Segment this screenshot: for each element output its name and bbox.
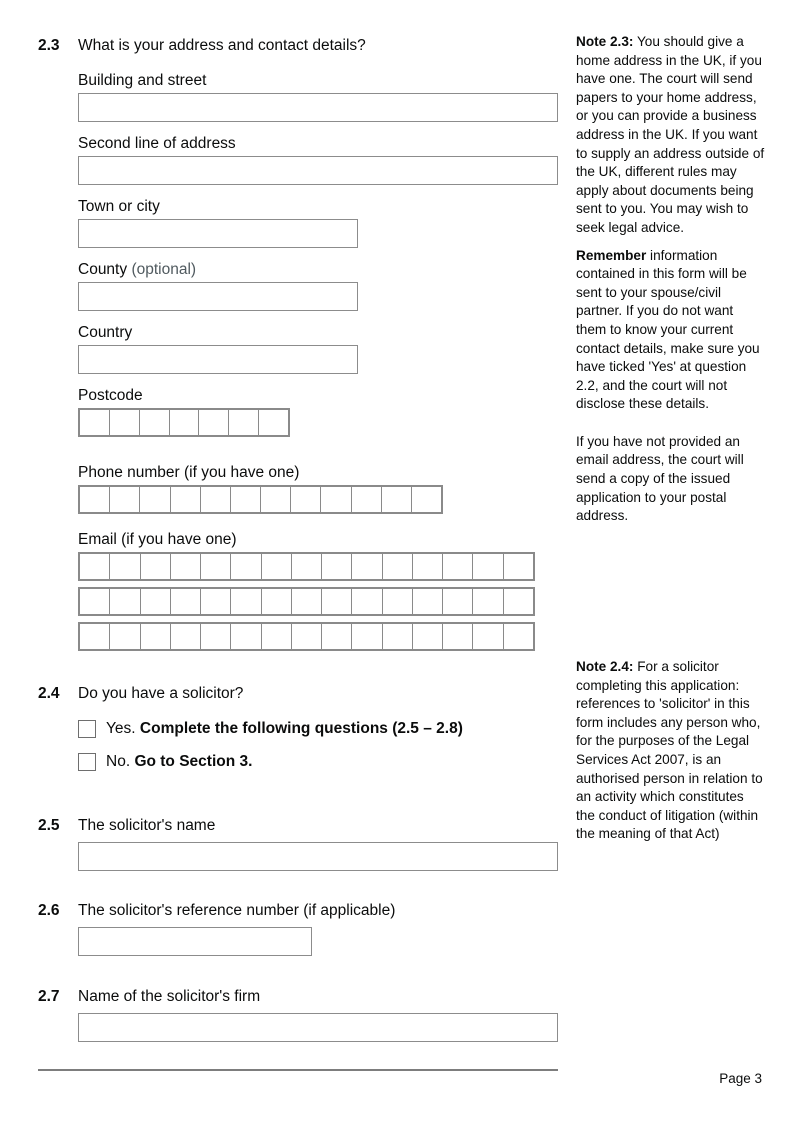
question-2-7-text: Name of the solicitor's firm xyxy=(78,988,261,1005)
char-cell[interactable] xyxy=(352,487,382,512)
email-label: Email (if you have one) xyxy=(78,531,237,548)
question-2-7-number: 2.7 xyxy=(38,988,60,1005)
char-cell[interactable] xyxy=(80,624,110,649)
town-city-label: Town or city xyxy=(78,198,160,215)
question-2-4-content xyxy=(78,684,558,771)
char-cell[interactable] xyxy=(231,624,261,649)
yes-option-plain: Yes. xyxy=(106,720,136,737)
solicitor-reference-input[interactable] xyxy=(78,927,312,956)
char-cell[interactable] xyxy=(199,410,229,435)
question-2-6-number: 2.6 xyxy=(38,902,60,919)
char-cell[interactable] xyxy=(504,589,533,614)
char-cell[interactable] xyxy=(443,624,473,649)
char-cell[interactable] xyxy=(110,624,140,649)
question-2-5-text: The solicitor's name xyxy=(78,817,216,834)
char-cell[interactable] xyxy=(201,589,231,614)
question-2-4-text: Do you have a solicitor? xyxy=(78,685,244,702)
solicitor-no-option[interactable] xyxy=(78,752,558,771)
postcode-label: Postcode xyxy=(78,387,143,404)
char-cell[interactable] xyxy=(141,554,171,579)
note-remember xyxy=(576,247,766,414)
notes-column xyxy=(576,33,766,535)
char-cell[interactable] xyxy=(473,624,503,649)
solicitor-firm-input[interactable] xyxy=(78,1013,558,1042)
char-cell[interactable] xyxy=(231,589,261,614)
char-cell[interactable] xyxy=(443,589,473,614)
yes-option-label xyxy=(106,719,463,738)
char-cell[interactable] xyxy=(382,487,412,512)
footer-rule xyxy=(38,1069,558,1071)
char-cell[interactable] xyxy=(292,554,322,579)
no-checkbox[interactable] xyxy=(78,753,96,771)
char-cell[interactable] xyxy=(170,410,200,435)
char-cell[interactable] xyxy=(504,554,533,579)
note-remember-lead: Remember xyxy=(576,247,647,263)
char-cell[interactable] xyxy=(292,624,322,649)
building-street-input[interactable] xyxy=(78,93,558,122)
solicitor-yes-option[interactable] xyxy=(78,719,558,738)
county-optional-hint: (optional) xyxy=(131,261,197,278)
note-2-4-column xyxy=(576,658,766,853)
country-label: Country xyxy=(78,324,133,341)
question-2-4-number: 2.4 xyxy=(38,685,60,702)
phone-input[interactable] xyxy=(78,485,443,514)
char-cell[interactable] xyxy=(321,487,351,512)
char-cell[interactable] xyxy=(231,554,261,579)
char-cell[interactable] xyxy=(201,554,231,579)
solicitor-name-input[interactable] xyxy=(78,842,558,871)
char-cell[interactable] xyxy=(412,487,441,512)
question-2-3-text: What is your address and contact details? xyxy=(78,37,366,54)
char-cell[interactable] xyxy=(259,410,288,435)
char-cell[interactable] xyxy=(322,624,352,649)
note-remember-body: information contained in this form will be sent to your spouse/civil partner. If you do not want them to know your current contact details, make sure you have ticked 'Yes' at question 2.2, and the court will not disclose these details. xyxy=(576,247,760,412)
page-number: Page 3 xyxy=(719,1071,762,1086)
no-option-label xyxy=(106,752,252,771)
char-cell[interactable] xyxy=(504,624,533,649)
question-2-6 xyxy=(38,901,558,956)
char-cell[interactable] xyxy=(141,589,171,614)
question-2-5-number: 2.5 xyxy=(38,817,60,834)
char-cell[interactable] xyxy=(413,624,443,649)
question-2-4 xyxy=(38,684,558,771)
note-email xyxy=(576,433,766,526)
char-cell[interactable] xyxy=(261,487,291,512)
char-cell[interactable] xyxy=(171,487,201,512)
county-input[interactable] xyxy=(78,282,358,311)
phone-label: Phone number (if you have one) xyxy=(78,464,300,481)
char-cell[interactable] xyxy=(171,624,201,649)
char-cell[interactable] xyxy=(473,589,503,614)
char-cell[interactable] xyxy=(473,554,503,579)
char-cell[interactable] xyxy=(140,487,170,512)
char-cell[interactable] xyxy=(171,589,201,614)
yes-option-bold: Complete the following questions (2.5 – 2.8) xyxy=(139,720,463,737)
char-cell[interactable] xyxy=(383,624,413,649)
town-city-input[interactable] xyxy=(78,219,358,248)
note-2-4-lead: Note 2.4: xyxy=(576,659,634,674)
char-cell[interactable] xyxy=(443,554,473,579)
question-2-6-content xyxy=(78,901,558,956)
question-2-3-content xyxy=(78,36,558,651)
char-cell[interactable] xyxy=(352,624,382,649)
second-line-label: Second line of address xyxy=(78,135,236,152)
char-cell[interactable] xyxy=(140,410,170,435)
char-cell[interactable] xyxy=(291,487,321,512)
char-cell[interactable] xyxy=(110,487,140,512)
email-input-row-1[interactable] xyxy=(78,552,535,581)
no-option-bold: Go to Section 3. xyxy=(134,753,253,770)
note-2-3 xyxy=(576,33,766,238)
char-cell[interactable] xyxy=(171,554,201,579)
char-cell[interactable] xyxy=(413,554,443,579)
char-cell[interactable] xyxy=(292,589,322,614)
char-cell[interactable] xyxy=(262,624,292,649)
email-input-row-2[interactable] xyxy=(78,587,535,616)
question-2-5 xyxy=(38,816,558,871)
char-cell[interactable] xyxy=(201,624,231,649)
char-cell[interactable] xyxy=(141,624,171,649)
char-cell[interactable] xyxy=(80,410,110,435)
note-2-3-lead: Note 2.3: xyxy=(576,34,634,49)
question-2-5-content xyxy=(78,816,558,871)
char-cell[interactable] xyxy=(201,487,231,512)
second-line-input[interactable] xyxy=(78,156,558,185)
char-cell[interactable] xyxy=(262,589,292,614)
question-2-7-content xyxy=(78,987,558,1042)
note-2-3-body: You should give a home address in the UK, if you have one. The court will send papers to your home address, or you can provide a business address in the UK. If you want to supply an address outside of the UK, different rules may apply about documents being sent to you. You may wish to seek legal advice. xyxy=(576,34,765,235)
county-label xyxy=(78,260,558,279)
note-2-4 xyxy=(576,658,766,844)
char-cell[interactable] xyxy=(80,589,110,614)
building-street-label: Building and street xyxy=(78,72,207,89)
char-cell[interactable] xyxy=(110,589,140,614)
country-input[interactable] xyxy=(78,345,358,374)
question-2-7 xyxy=(38,987,558,1042)
char-cell[interactable] xyxy=(80,554,110,579)
form-column xyxy=(38,36,558,1042)
note-2-4-body: For a solicitor completing this application: references to 'solicitor' in this form includes any person who, for the purposes of the Legal Services Act 2007, is an authorised person in relation to an activity which constitutes the conduct of litigation (within the meaning of that Act) xyxy=(576,659,763,842)
char-cell[interactable] xyxy=(413,589,443,614)
char-cell[interactable] xyxy=(383,589,413,614)
question-2-3-number: 2.3 xyxy=(38,37,60,54)
char-cell[interactable] xyxy=(383,554,413,579)
email-input-row-3[interactable] xyxy=(78,622,535,651)
char-cell[interactable] xyxy=(322,554,352,579)
char-cell[interactable] xyxy=(110,410,140,435)
char-cell[interactable] xyxy=(80,487,110,512)
yes-checkbox[interactable] xyxy=(78,720,96,738)
question-2-3 xyxy=(38,36,558,651)
county-label-text: County xyxy=(78,261,128,278)
char-cell[interactable] xyxy=(229,410,259,435)
char-cell[interactable] xyxy=(322,589,352,614)
char-cell[interactable] xyxy=(262,554,292,579)
char-cell[interactable] xyxy=(110,554,140,579)
char-cell[interactable] xyxy=(352,589,382,614)
char-cell[interactable] xyxy=(231,487,261,512)
no-option-plain: No. xyxy=(106,753,131,770)
postcode-input[interactable] xyxy=(78,408,290,437)
char-cell[interactable] xyxy=(352,554,382,579)
question-2-6-text: The solicitor's reference number (if applicable) xyxy=(78,902,396,919)
note-email-body: If you have not provided an email address, the court will send a copy of the issued application to your postal address. xyxy=(576,433,744,524)
